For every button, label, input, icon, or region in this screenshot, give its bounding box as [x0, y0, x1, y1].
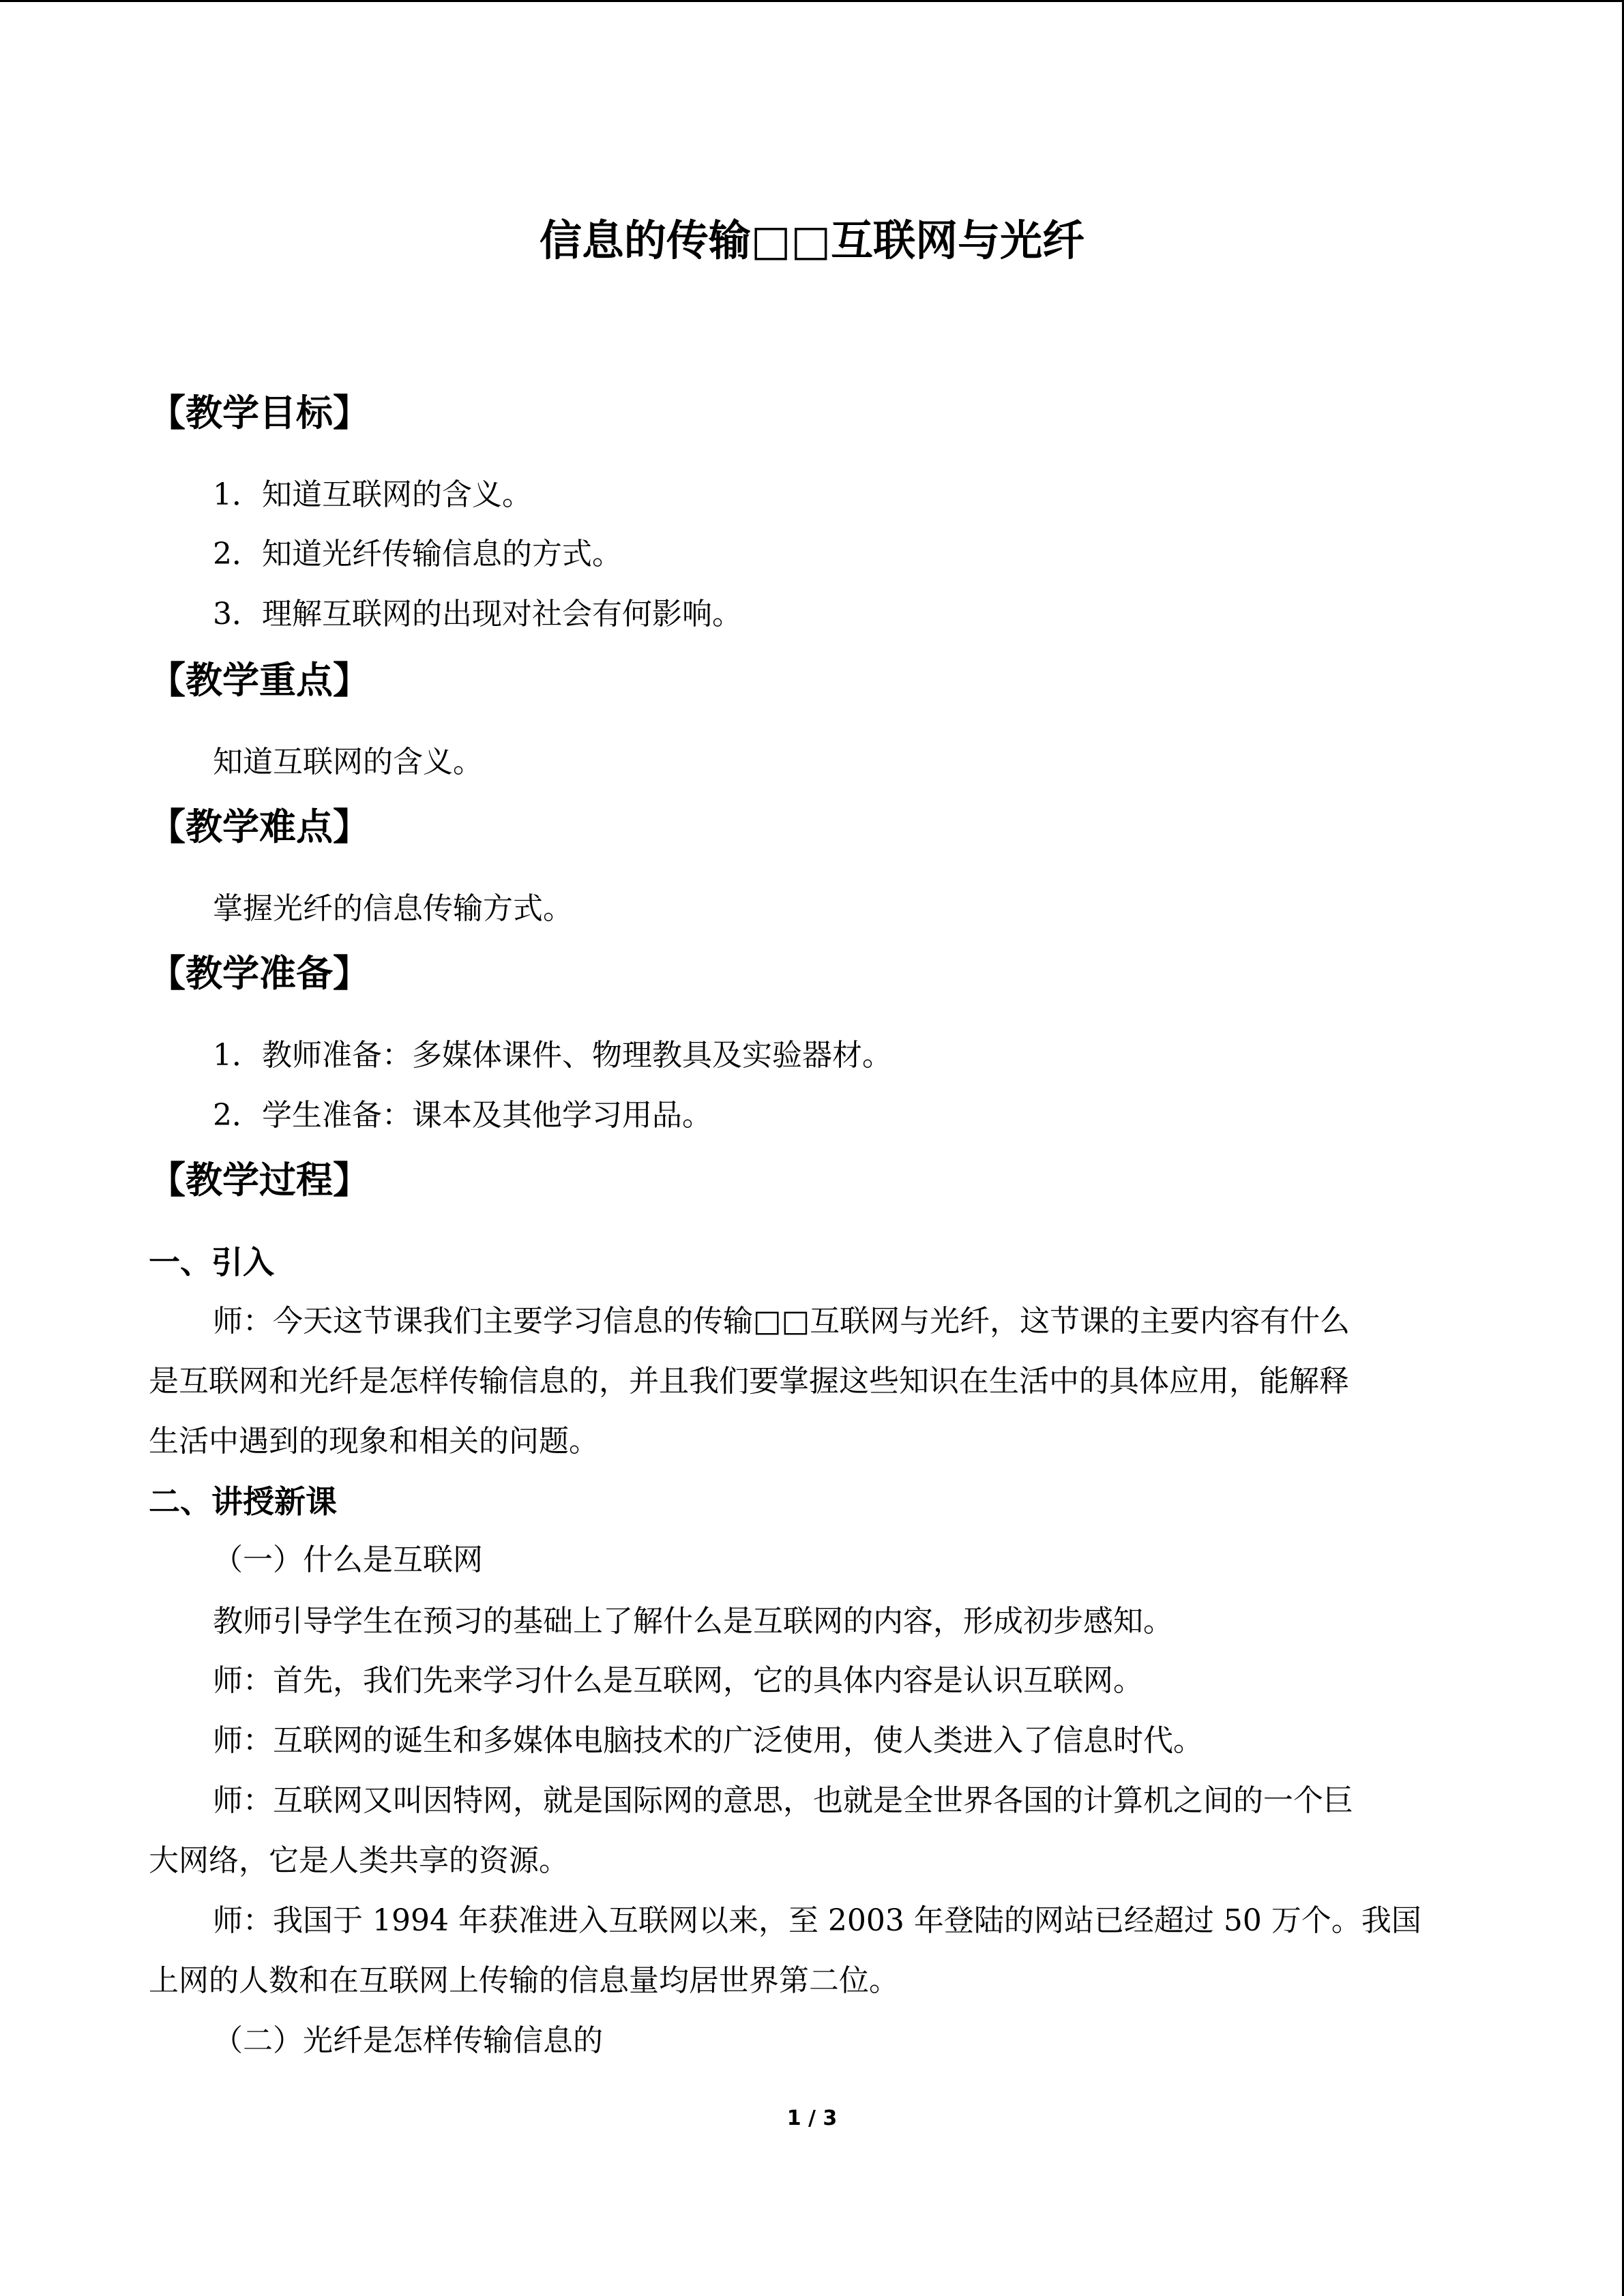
difficulties-text: 掌握光纤的信息传输方式。 [213, 891, 573, 926]
intro-line: 是互联网和光纤是怎样传输信息的，并且我们要掌握这些知识在生活中的具体应用，能解释 [149, 1364, 1349, 1399]
process-heading: 【教学过程】 [149, 1159, 370, 1202]
lesson-line: 教师引导学生在预习的基础上了解什么是互联网的内容，形成初步感知。 [213, 1604, 1173, 1639]
part2-heading: （二）光纤是怎样传输信息的 [213, 2023, 603, 2058]
objectives-heading: 【教学目标】 [149, 391, 370, 434]
objective-item: 1．知道互联网的含义。 [213, 477, 532, 512]
lesson-line: 师：互联网的诞生和多媒体电脑技术的广泛使用，使人类进入了信息时代。 [213, 1723, 1203, 1758]
preparation-item: 2．学生准备：课本及其他学习用品。 [213, 1098, 712, 1133]
objective-item: 3．理解互联网的出现对社会有何影响。 [213, 597, 742, 631]
preparation-item: 1．教师准备：多媒体课件、物理教具及实验器材。 [213, 1038, 892, 1073]
new-lesson-heading: 二、讲授新课 [149, 1483, 337, 1520]
intro-line: 生活中遇到的现象和相关的问题。 [149, 1424, 599, 1459]
lesson-line: 师：首先，我们先来学习什么是互联网，它的具体内容是认识互联网。 [213, 1663, 1143, 1698]
lesson-line: 大网络，它是人类共享的资源。 [149, 1843, 569, 1878]
difficulties-heading: 【教学难点】 [149, 805, 370, 848]
lesson-line: 师：互联网又叫因特网，就是国际网的意思，也就是全世界各国的计算机之间的一个巨 [213, 1783, 1353, 1818]
intro-heading: 一、引入 [149, 1244, 274, 1281]
page-number: 1 / 3 [786, 2106, 838, 2130]
lesson-line: 师：我国于 1994 年获准进入互联网以来，至 2003 年登陆的网站已经超过 50 万个。我国 [213, 1903, 1421, 1938]
key-points-heading: 【教学重点】 [149, 659, 370, 702]
key-points-text: 知道互联网的含义。 [213, 745, 483, 779]
part1-heading: （一）什么是互联网 [213, 1542, 483, 1577]
objective-item: 2．知道光纤传输信息的方式。 [213, 537, 622, 571]
document-title: 信息的传输□□互联网与光纤 [539, 215, 1085, 265]
lesson-line: 上网的人数和在互联网上传输的信息量均居世界第二位。 [149, 1963, 899, 1998]
preparation-heading: 【教学准备】 [149, 952, 370, 995]
intro-line: 师：今天这节课我们主要学习信息的传输□□互联网与光纤，这节课的主要内容有什么 [213, 1304, 1350, 1339]
